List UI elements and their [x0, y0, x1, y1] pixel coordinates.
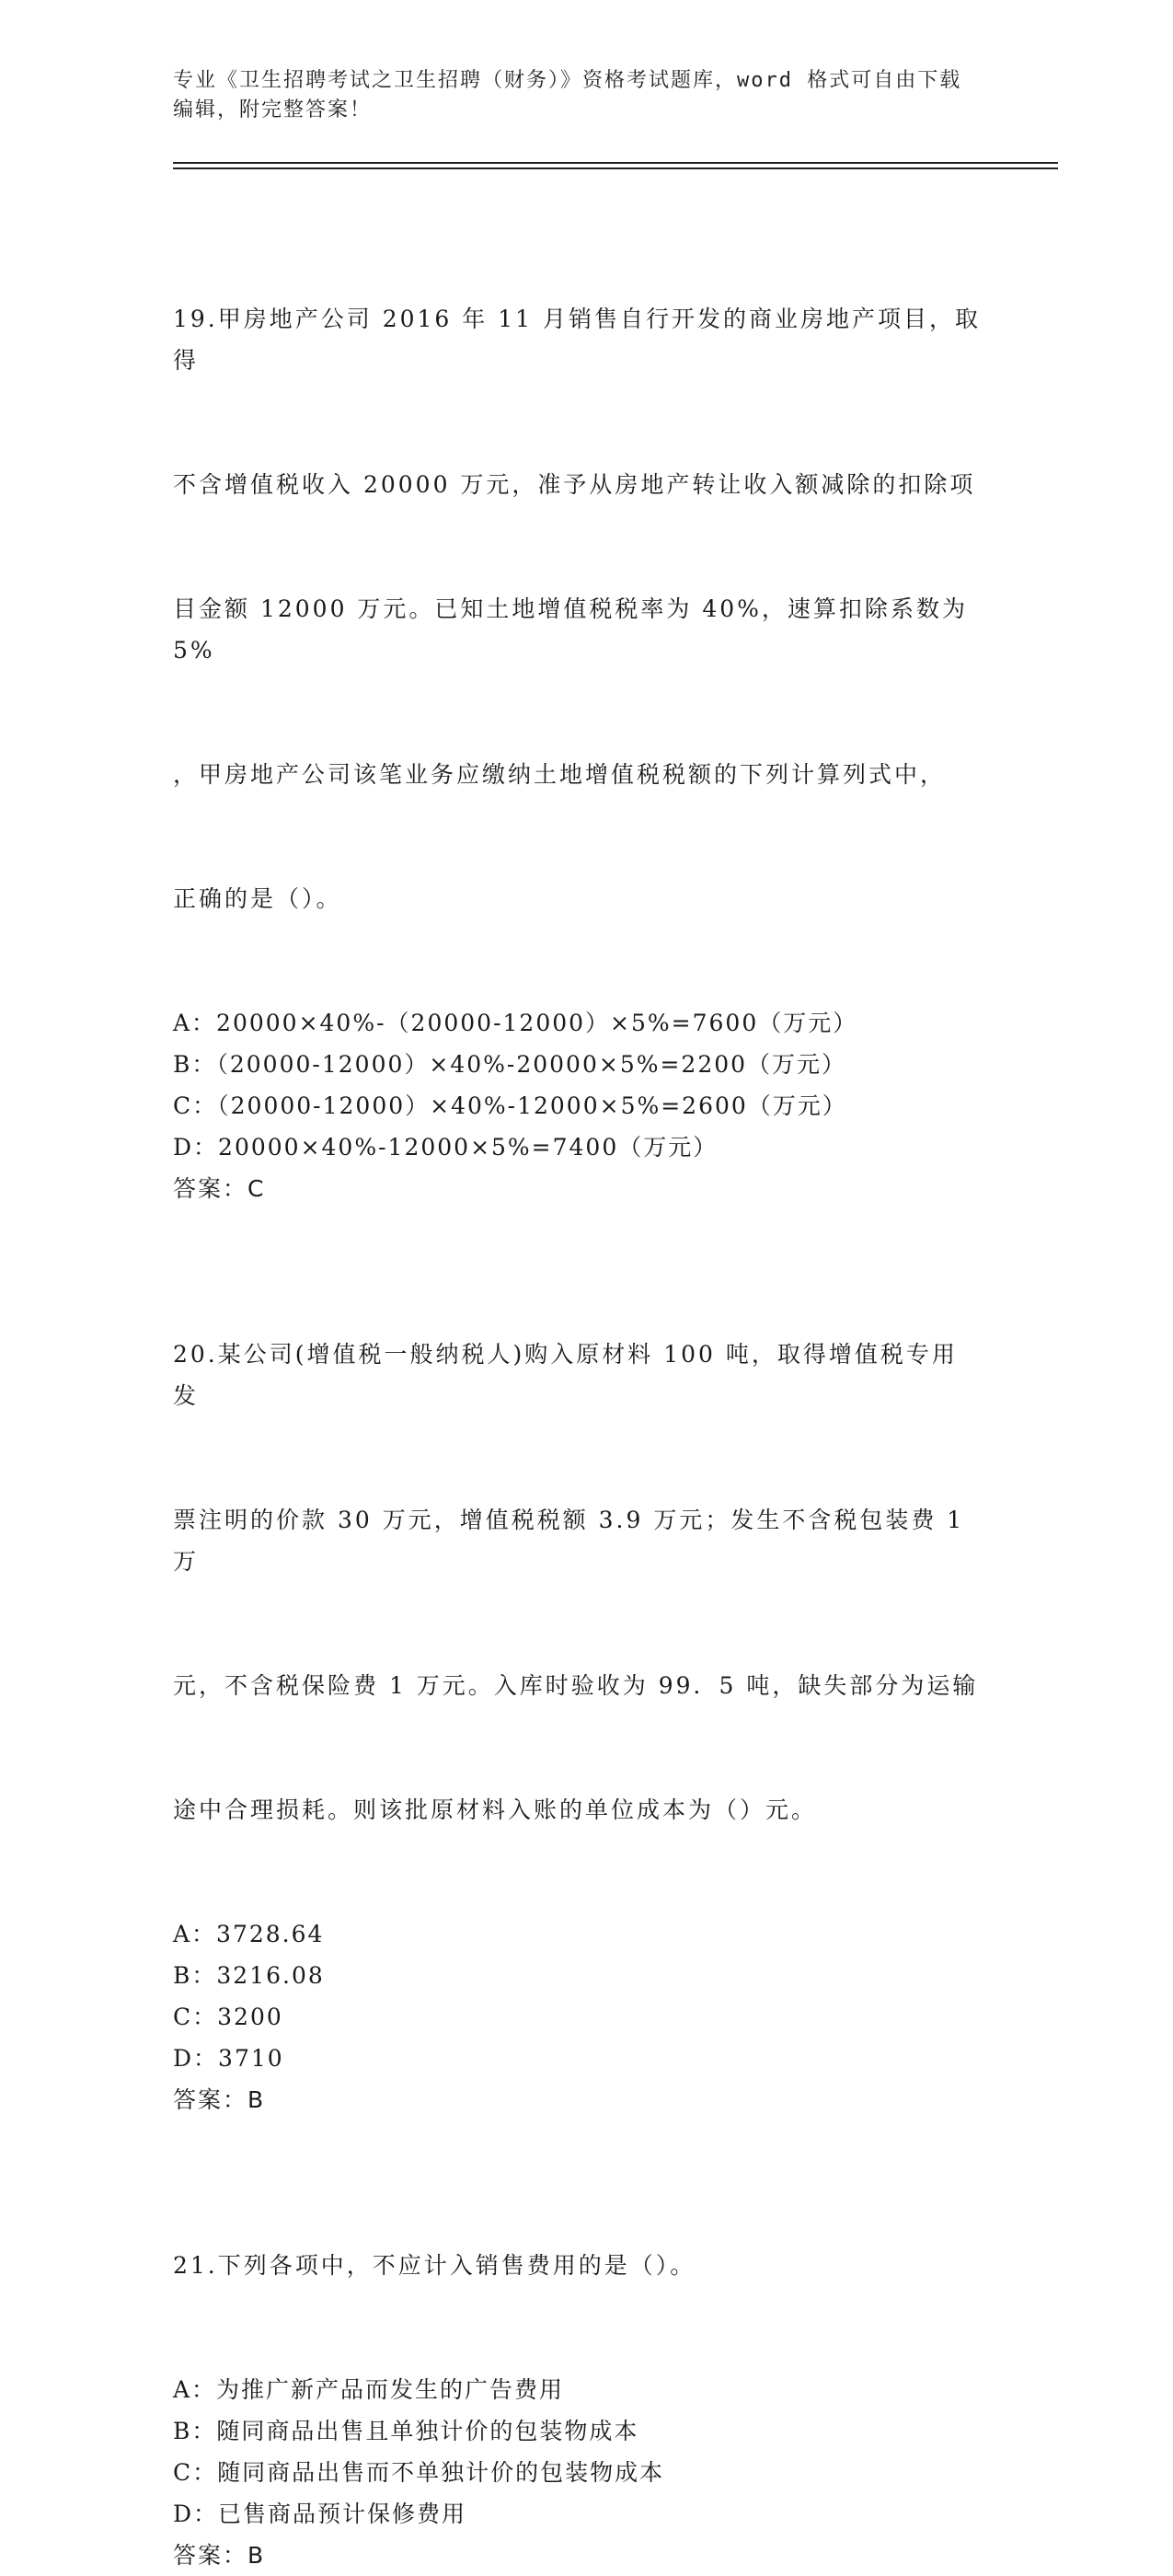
question-spacer: [173, 2120, 983, 2162]
question-20: [173, 1251, 983, 2120]
stem-line: 不含增值税收入 20000 万元，准予从房地产转让收入额减除的扣除项: [173, 471, 976, 498]
stem-line: 19.甲房地产公司 2016 年 11 月销售自行开发的商业房地产项目，取得: [173, 306, 981, 374]
stem-line: 元，不含税保险费 1 万元。入库时验收为 99．5 吨，缺失部分为运输: [173, 1672, 979, 1699]
header-line-2: 编辑，附完整答案！: [173, 98, 373, 121]
option-a: A：3728.64: [173, 1921, 325, 1947]
option-c: C：随同商品出售而不单独计价的包装物成本: [173, 2459, 665, 2486]
option-c: C：（20000-12000）×40%-12000×5%=2600（万元）: [173, 1092, 847, 1119]
option-list: [173, 2369, 983, 2535]
stem-line: 20.某公司(增值税一般纳税人)购入原材料 100 吨，取得增值税专用发: [173, 1341, 958, 1409]
option-d: D：20000×40%-12000×5%=7400（万元）: [173, 1134, 719, 1161]
stem-line: 目金额 12000 万元。已知土地增值税税率为 40%，速算扣除系数为 5%: [173, 595, 978, 664]
option-d: D：3710: [173, 2045, 284, 2072]
question-list: [173, 215, 983, 2576]
header-line-1: 专业《卫生招聘考试之卫生招聘（财务）》资格考试题库，word 格式可自由下载: [173, 69, 962, 92]
answer-label: 答案：C: [173, 1175, 266, 1202]
stem-line: 途中合理损耗。则该批原材料入账的单位成本为（）元。: [173, 1796, 818, 1823]
option-b: B：（20000-12000）×40%-20000×5%=2200（万元）: [173, 1051, 847, 1078]
stem-line: ，甲房地产公司该笔业务应缴纳土地增值税税额的下列计算列式中，: [173, 761, 947, 788]
option-b: B：随同商品出售且单独计价的包装物成本: [173, 2418, 639, 2444]
question-spacer: [173, 1209, 983, 1251]
question-21: [173, 2162, 983, 2576]
question-19: [173, 215, 983, 1209]
option-b: B：3216.08: [173, 1962, 325, 1989]
question-stem: [173, 2162, 983, 2369]
question-stem: [173, 215, 983, 1002]
stem-line: 票注明的价款 30 万元，增值税税额 3.9 万元；发生不含税包装费 1 万: [173, 1507, 975, 1575]
option-d: D：已售商品预计保修费用: [173, 2501, 467, 2527]
question-stem: [173, 1251, 983, 1913]
option-c: C：3200: [173, 2004, 283, 2030]
stem-line: 21.下列各项中，不应计入销售费用的是（）。: [173, 2252, 696, 2279]
option-list: [173, 1913, 983, 2079]
header-divider-bottom: [173, 167, 1058, 169]
option-list: [173, 1002, 983, 1168]
option-a: A：20000×40%-（20000-12000）×5%=7600（万元）: [173, 1010, 858, 1036]
stem-line: 正确的是（）。: [173, 885, 342, 912]
option-a: A：为推广新产品而发生的广告费用: [173, 2376, 565, 2403]
header-divider-top: [173, 162, 1058, 164]
document-header: [173, 66, 983, 125]
answer-label: 答案：B: [173, 2542, 266, 2569]
answer-label: 答案：B: [173, 2086, 266, 2113]
